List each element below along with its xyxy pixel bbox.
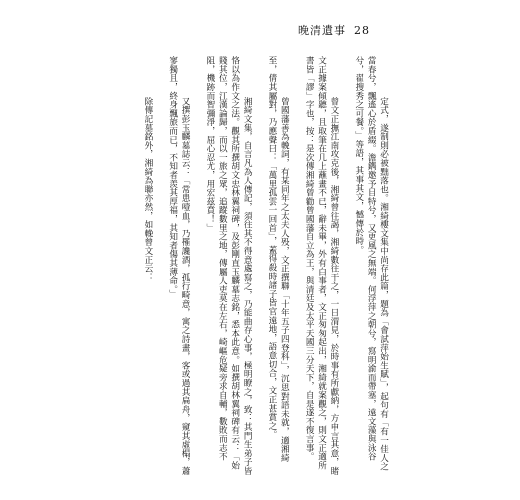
paragraph: 湘綺文集，自言凡為人傳記，須往其不得意處寫之，乃能曲存心事，極明瞭之，致：其門生弟子皆恪以為作文之法。觀其所撰胡文忠林翼祠碑，及彭剛直玉麟墓志銘，悉本此意。如撰胡林翼祠碑有云：「始賤其位，江漢論歸，而以一旅之眾，追蹤數里之地，傳屬人吏莫在左右，崎嶇危疑旁求自輔，數敗而志不阻，機跡而智彌淨，屈心忍尤，用宏茲賁！」 bbox=[204, 56, 253, 476]
page-number: 28 bbox=[354, 24, 370, 37]
page-body bbox=[140, 56, 402, 476]
book-title: 晚清遺事 bbox=[298, 24, 346, 37]
paragraph: 除傳記墓銘外，湘綺為聯亦然，如輓曾文正云： bbox=[142, 96, 153, 282]
paragraph: 曾國藩善為輓詞，有某同年之太夫人殁，文正撰聯「十年五子四登科」，沉思對語未就，適湘綺至，倩其屬對，乃應聲曰：「萬里孤雲一回首」，蓋得殺時諸子皆官遠地，語意切合，文正甚賞之。 bbox=[266, 56, 290, 463]
page-header bbox=[298, 22, 370, 38]
paragraph: 曾文正撫江南攻克後，湘綺曾往謁，湘綺數往干之，一日渭見，於時事有所獻納，方申言其意，睹文正據案傾聽，且取筆在几上蘸畫不已，辭未畢，外有白事者，文正匆匆起出，湘綺就案觀之，則文正適所書皆「謬」字也，按：是次傳湘綺曾勸曾國藩自立為王，與清廷及太平天國三分天下，自是遂不復言事。 bbox=[304, 56, 339, 476]
paragraph: 又撰彭玉麟墓誌云：「常患噎血，乃罹讒酒，孤行畸意，寓之詩畫，客或過其扁舟，窺其虛榻，蕭寥獨且，終身飄旅而已，不知者羨其厚福，其知者傷其薄命。」 bbox=[167, 56, 191, 476]
vertical-text-block bbox=[140, 56, 402, 476]
paragraph: 定式，遂制則必被黜落也。湘綺樓文集中尚存此篇，題為「會試萍始生賦」，起句有「有一佳人之當春兮，飄遙心於盾綴。澹鐫邀予目特兮，又更風之無端。何浮萍之朝兮，寫明渝而帶塞，遠文藻與泳谷兮，翟搜秀之可餐。」等語，其事其文，憾傳於時。 bbox=[353, 56, 389, 471]
